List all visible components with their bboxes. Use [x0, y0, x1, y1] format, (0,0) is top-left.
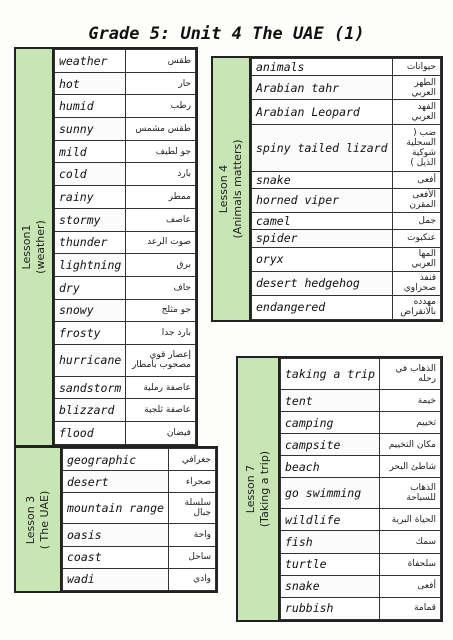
vocab-row	[281, 509, 441, 531]
lesson3-side	[16, 448, 62, 591]
arabic-translation: جمل	[392, 213, 440, 230]
vocab-row	[55, 95, 196, 118]
lesson1-label: Lesson1 (weather)	[20, 220, 47, 274]
lesson3-label: Lesson 3 ( The UAE)	[24, 490, 51, 549]
vocab-row	[55, 399, 196, 422]
arabic-translation: أفعى	[392, 171, 440, 188]
lesson3-box	[14, 446, 218, 593]
vocab-row	[55, 208, 196, 231]
english-word: spiny tailed lizard	[252, 124, 393, 171]
english-word: mountain range	[63, 493, 169, 524]
arabic-translation: الذهاب للسباحة	[380, 478, 441, 509]
vocab-row	[63, 449, 216, 471]
english-word: fish	[281, 531, 380, 553]
vocab-row	[281, 553, 441, 575]
vocab-row	[55, 344, 196, 376]
vocab-row	[63, 471, 216, 493]
arabic-translation: بارد	[126, 163, 196, 186]
english-word: rainy	[55, 186, 126, 209]
english-word: hot	[55, 72, 126, 95]
english-word: sandstorm	[55, 376, 126, 399]
vocab-row	[55, 299, 196, 322]
vocab-row	[252, 76, 441, 100]
english-word: horned viper	[252, 188, 393, 212]
english-word: wadi	[63, 568, 169, 590]
lesson1-table	[54, 49, 196, 445]
english-word: beach	[281, 456, 380, 478]
english-word: go swimming	[281, 478, 380, 509]
lesson7-table	[280, 358, 441, 620]
arabic-translation: واحة	[168, 524, 215, 546]
arabic-translation: سلحفاة	[380, 553, 441, 575]
english-word: snowy	[55, 299, 126, 322]
english-word: weather	[55, 50, 126, 73]
vocab-row	[63, 546, 216, 568]
vocab-row	[55, 163, 196, 186]
arabic-translation: مهدده بالانقراض	[392, 295, 440, 319]
english-word: dry	[55, 276, 126, 299]
arabic-translation: سمك	[380, 531, 441, 553]
lesson7-label: Lesson 7 (Taking a trip)	[244, 450, 271, 528]
english-word: stormy	[55, 208, 126, 231]
arabic-translation: الفهد العربي	[392, 100, 440, 124]
vocab-row	[252, 271, 441, 295]
arabic-translation: الأفعى المقرن	[392, 188, 440, 212]
english-word: geographic	[63, 449, 169, 471]
vocab-row	[55, 72, 196, 95]
english-word: coast	[63, 546, 169, 568]
english-word: Arabian tahr	[252, 76, 393, 100]
english-word: hurricane	[55, 344, 126, 376]
vocab-row	[55, 322, 196, 345]
arabic-translation: جغرافي	[168, 449, 215, 471]
vocab-row	[252, 59, 441, 76]
english-word: animals	[252, 59, 393, 76]
arabic-translation: تخييم	[380, 412, 441, 434]
english-word: sunny	[55, 118, 126, 141]
arabic-translation: شاطئ البحر	[380, 456, 441, 478]
english-word: snake	[281, 575, 380, 597]
lesson1-side	[16, 49, 54, 445]
vocab-row	[63, 524, 216, 546]
vocab-row	[252, 247, 441, 271]
vocab-row	[55, 376, 196, 399]
english-word: camel	[252, 213, 393, 230]
arabic-translation: الطهر العربي	[392, 76, 440, 100]
english-word: oryx	[252, 247, 393, 271]
vocab-row	[281, 434, 441, 456]
page-title: Grade 5: Unit 4 The UAE (1)	[88, 24, 365, 44]
arabic-translation: خيمة	[380, 389, 441, 411]
vocab-row	[281, 531, 441, 553]
english-word: blizzard	[55, 399, 126, 422]
arabic-translation: برق	[126, 254, 196, 277]
arabic-translation: عنكبوت	[392, 230, 440, 247]
arabic-translation: قنفذ صحراوي	[392, 271, 440, 295]
arabic-translation: المها العربي	[392, 247, 440, 271]
vocab-row	[252, 295, 441, 319]
lesson1-box	[14, 47, 198, 447]
arabic-translation: سلسلة جبال	[168, 493, 215, 524]
arabic-translation: حار	[126, 72, 196, 95]
arabic-translation: فيضان	[126, 422, 196, 445]
arabic-translation: وادي	[168, 568, 215, 590]
lesson7-box	[236, 356, 443, 622]
vocab-row	[55, 50, 196, 73]
vocab-row	[55, 118, 196, 141]
vocab-row	[252, 213, 441, 230]
english-word: humid	[55, 95, 126, 118]
vocab-row	[252, 230, 441, 247]
english-word: endangered	[252, 295, 393, 319]
vocab-row	[252, 100, 441, 124]
vocab-row	[281, 597, 441, 619]
vocab-row	[281, 478, 441, 509]
arabic-translation: جاف	[126, 276, 196, 299]
arabic-translation: طقس مشمس	[126, 118, 196, 141]
arabic-translation: قمامة	[380, 597, 441, 619]
english-word: spider	[252, 230, 393, 247]
lesson4-table	[251, 58, 441, 320]
english-word: flood	[55, 422, 126, 445]
english-word: desert hedgehog	[252, 271, 393, 295]
arabic-translation: عاصفة ثلجية	[126, 399, 196, 422]
arabic-translation: بارد جدا	[126, 322, 196, 345]
english-word: campsite	[281, 434, 380, 456]
arabic-translation: ساحل	[168, 546, 215, 568]
vocab-row	[281, 456, 441, 478]
vocab-row	[55, 254, 196, 277]
arabic-translation: صوت الرعد	[126, 231, 196, 254]
vocab-row	[281, 389, 441, 411]
vocab-row	[55, 276, 196, 299]
vocab-row	[63, 568, 216, 590]
arabic-translation: جو مثلج	[126, 299, 196, 322]
arabic-translation: عاصفة رملية	[126, 376, 196, 399]
arabic-translation: أفعى	[380, 575, 441, 597]
arabic-translation: صحراء	[168, 471, 215, 493]
arabic-translation: ممطر	[126, 186, 196, 209]
english-word: Arabian Leopard	[252, 100, 393, 124]
vocab-row	[55, 231, 196, 254]
english-word: tent	[281, 389, 380, 411]
vocab-row	[252, 124, 441, 171]
english-word: frosty	[55, 322, 126, 345]
english-word: thunder	[55, 231, 126, 254]
english-word: taking a trip	[281, 359, 380, 390]
vocab-row	[55, 140, 196, 163]
arabic-translation: جو لطيف	[126, 140, 196, 163]
arabic-translation: الذهاب في رحله	[380, 359, 441, 390]
lesson4-side	[213, 58, 251, 320]
vocab-row	[281, 359, 441, 390]
vocab-row	[63, 493, 216, 524]
vocab-row	[281, 412, 441, 434]
arabic-translation: مكان التخييم	[380, 434, 441, 456]
english-word: cold	[55, 163, 126, 186]
arabic-translation: طقس	[126, 50, 196, 73]
vocab-row	[252, 188, 441, 212]
arabic-translation: ضب ( السحلية شوكية الذيل )	[392, 124, 440, 171]
english-word: mild	[55, 140, 126, 163]
english-word: desert	[63, 471, 169, 493]
lesson3-table	[62, 448, 216, 591]
english-word: rubbish	[281, 597, 380, 619]
english-word: wildlife	[281, 509, 380, 531]
english-word: turtle	[281, 553, 380, 575]
arabic-translation: رطب	[126, 95, 196, 118]
arabic-translation: حيوانات	[392, 59, 440, 76]
english-word: snake	[252, 171, 393, 188]
vocab-row	[55, 186, 196, 209]
lesson7-side	[238, 358, 280, 620]
vocab-row	[55, 422, 196, 445]
vocab-row	[252, 171, 441, 188]
lesson4-box	[211, 56, 443, 322]
vocab-row	[281, 575, 441, 597]
arabic-translation: عاصف	[126, 208, 196, 231]
english-word: camping	[281, 412, 380, 434]
english-word: oasis	[63, 524, 169, 546]
arabic-translation: الحياة البرية	[380, 509, 441, 531]
arabic-translation: إعصار قوي مصحوب بأمطار	[126, 344, 196, 376]
lesson4-label: Lesson 4 (Animals matters)	[217, 139, 244, 239]
english-word: lightning	[55, 254, 126, 277]
